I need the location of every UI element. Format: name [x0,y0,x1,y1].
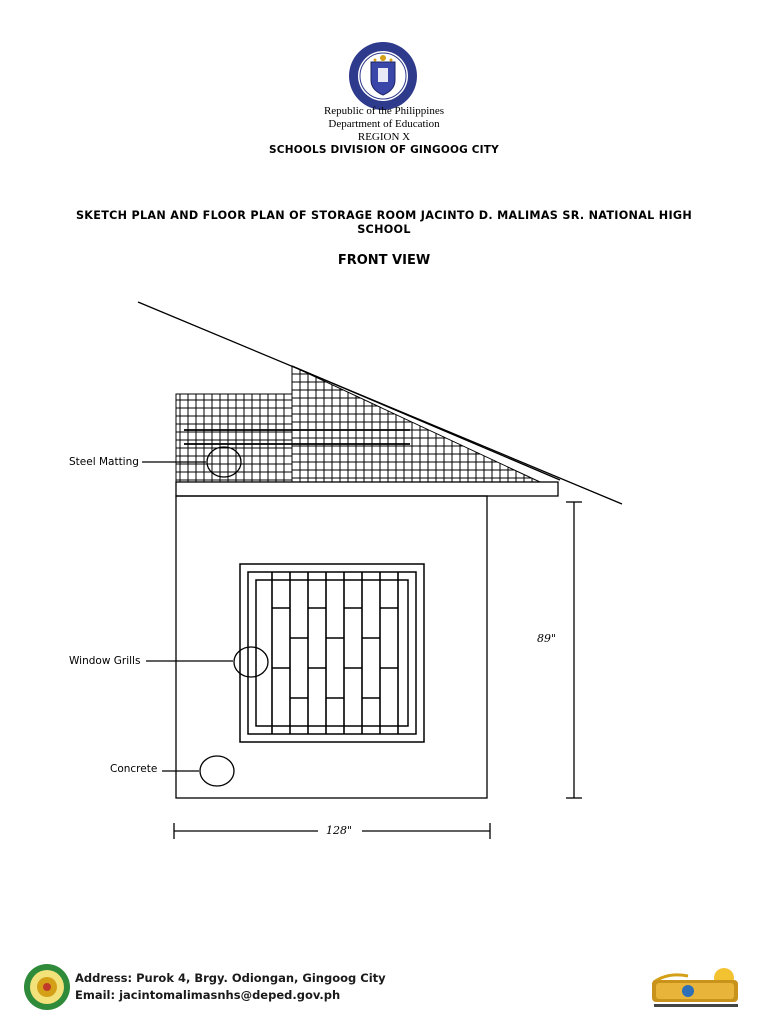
school-logo-icon [22,962,72,1012]
footer-email: Email: jacintomalimasnhs@deped.gov.ph [75,988,341,1002]
top-beam [176,482,558,496]
concrete-callout [200,756,234,786]
window-grills-label: Window Grills [69,655,141,667]
letterhead [0,105,768,157]
window-grills [240,564,424,742]
header-division: SCHOOLS DIVISION OF GINGOOG CITY [269,144,499,156]
view-title: FRONT VIEW [337,253,431,268]
header-republic: Republic of the Philippines [323,105,445,117]
window-grills-callout [234,647,268,677]
width-dimension-label: 128" [326,824,353,837]
concrete-wall [176,496,487,798]
gingoog-gold-logo-icon [648,962,743,1012]
height-dimension [566,502,582,798]
steel-matting-triangle [292,366,540,482]
footer-address: Address: Purok 4, Brgy. Odiongan, Gingoog City [75,971,386,985]
deped-seal-icon [347,40,419,112]
header-region: REGION X [357,131,411,143]
document-title: SKETCH PLAN AND FLOOR PLAN OF STORAGE ROOM JACINTO D. MALIMAS SR. NATIONAL HIGH SCHOOL [75,209,693,236]
footer-contact [75,970,386,1004]
steel-matting-label: Steel Matting [69,456,139,468]
header-department: Department of Education [328,118,440,130]
steel-matting-left [176,394,292,482]
height-dimension-label: 89" [537,632,557,645]
concrete-label: Concrete [110,763,158,775]
